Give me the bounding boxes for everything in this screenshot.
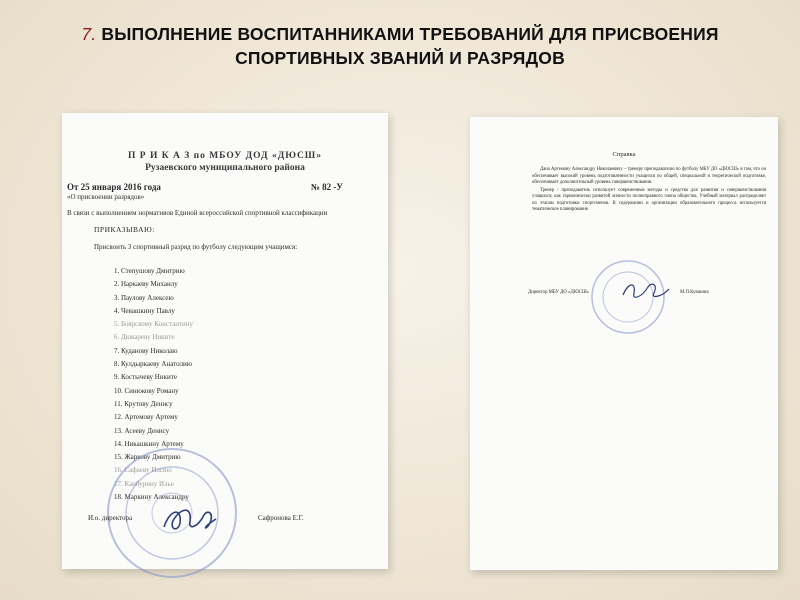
certificate-paragraph-2: Тренер - преподаватель использует современные методы и средства для развития и совершенствования учащихся, как гармонически развитой личности полноправного члена общества. Учебный материал распределяет по этапам подготовки спортсменов. В содержании и организации образовательного процесса используется тематическое планирование.: [532, 187, 766, 212]
order-heading: П Р И К А З по МБОУ ДОД «ДЮСШ»: [128, 151, 322, 161]
student-list-item: 9. Костычеву Никите: [114, 373, 177, 382]
student-list-item: 15. Жаркову Дмитрию: [114, 453, 181, 462]
handwritten-signature: [160, 499, 220, 539]
student-list-item: 18. Маркину Александру: [114, 493, 189, 502]
student-list-item: 10. Синюкову Роману: [114, 386, 179, 395]
student-list-item: 4. Чевашкину Павлу: [114, 306, 175, 315]
student-list-item: 17. Канбурину Илье: [114, 479, 174, 488]
slide-title-text: ВЫПОЛНЕНИЕ ВОСПИТАННИКАМИ ТРЕБОВАНИЙ ДЛЯ ПРИСВОЕНИЯ: [101, 24, 719, 44]
order-document: [62, 113, 388, 569]
signatory-role: И.о. директора: [88, 514, 133, 522]
certificate-paragraph-1: Дана Артемову Александру Николаевичу – тренеру преподавателю по футболу МБУ ДО «ДЮСШ» в том, что он обеспечивает высокий уровень подготовленности учащихся по общей, специальной и теоретической подготовке, обеспечивает дополнительный уровень совершенствования.: [532, 167, 766, 185]
student-list-item: 7. Куданову Николаю: [114, 346, 178, 355]
signatory-name: Сафронова Е.Г.: [258, 514, 304, 522]
order-assign-text: Присвоить 3 спортивный разряд по футболу следующим учащимся:: [94, 243, 298, 251]
student-list-item: 11. Крутову Денису: [114, 399, 173, 408]
student-list-item: 8. Кулдыркаеву Анатолию: [114, 360, 192, 369]
order-intro: В связи с выполнением нормативов Единой всероссийской спортивной классификации: [67, 209, 328, 217]
slide-title-line2: СПОРТИВНЫХ ЗВАНИЙ И РАЗРЯДОВ: [235, 48, 565, 68]
certificate-director-name: М.П.Кувшина: [680, 290, 709, 295]
order-subject: «О присвоении разрядов»: [67, 193, 145, 201]
student-list-item: 3. Паулову Алексею: [114, 293, 174, 302]
certificate-title: Справка: [612, 151, 636, 158]
order-date: От 25 января 2016 года: [67, 182, 161, 192]
certificate-director: Директор МБУ ДО «ДЮСШ»: [528, 290, 590, 295]
student-list-item: 14. Никашкину Артему: [114, 439, 184, 448]
certificate-body: [532, 167, 766, 215]
student-list-item: 12. Артемову Артему: [114, 413, 178, 422]
student-list-item: 1. Степушову Дмитрию: [114, 267, 185, 275]
student-list-item: 16. Сафаеву Илсюо: [114, 466, 172, 475]
order-number: № 82 -У: [310, 182, 343, 192]
certificate-document: [470, 117, 778, 570]
certificate-signature: [620, 277, 672, 303]
student-list-item: 5. Боярскому Константину: [114, 320, 194, 329]
student-list-item: 13. Асееву Денису: [114, 426, 170, 435]
order-command: ПРИКАЗЫВАЮ:: [94, 225, 155, 234]
order-subheading: Рузаевского муниципального района: [145, 163, 305, 173]
slide-number: 7.: [81, 24, 97, 44]
slide-title: [20, 22, 780, 70]
student-list-item: 6. Дюкареву Никите: [114, 333, 175, 342]
student-list-item: 2. Наркаеву Михаилу: [114, 280, 178, 289]
slide-title-line1: [20, 22, 780, 46]
